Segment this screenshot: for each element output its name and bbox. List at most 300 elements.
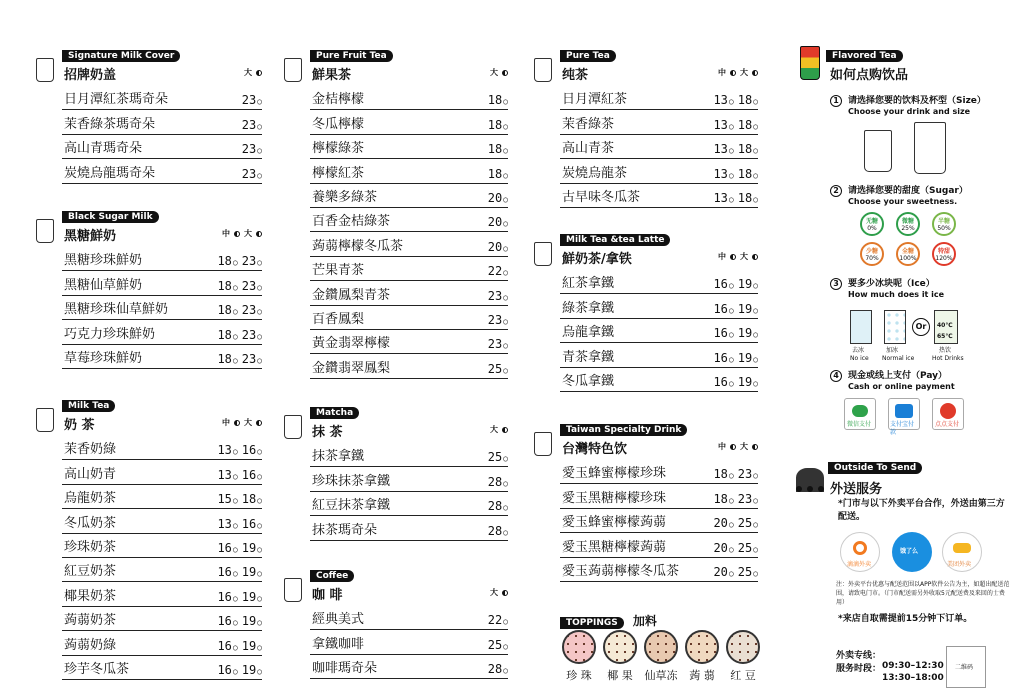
item-prices — [217, 443, 262, 457]
signature-badge: Signature Milk Cover — [62, 50, 180, 62]
item-price: 15 ○ — [217, 492, 237, 506]
menu-item — [310, 655, 508, 679]
item-price: 13 ○ — [713, 118, 733, 132]
matcha-cup-icon — [284, 415, 302, 439]
item-price: 16 ○ — [217, 639, 237, 653]
alipay-icon: 支付宝付款 — [888, 398, 920, 430]
blacksugar-title: 黑糖鮮奶 — [64, 229, 117, 244]
menu-item — [560, 460, 758, 484]
item-name: 黑糖珍珠鮮奶 — [64, 253, 143, 269]
normal-ice-cup-icon — [884, 310, 906, 344]
menu-item — [310, 467, 508, 491]
item-prices — [488, 362, 508, 376]
item-price: 23 ○ — [242, 93, 262, 107]
sugar-name: 半糖 — [937, 218, 950, 225]
pure-tea-section — [560, 50, 758, 208]
item-price: 28 ○ — [488, 499, 508, 513]
half-dot-icon — [752, 444, 758, 450]
item-prices — [217, 303, 262, 317]
item-name: 冬瓜拿鐵 — [562, 373, 615, 389]
item-name: 綠茶拿鐵 — [562, 300, 615, 316]
item-price: 16 ○ — [217, 590, 237, 604]
half-dot-icon — [256, 231, 262, 237]
item-name: 百香鳳梨 — [312, 311, 365, 327]
size-label: 中 — [222, 229, 230, 238]
pickup-note: *来店自取需提前15分钟下订单。 — [838, 614, 973, 624]
topping-label: 蒟 蒻 — [689, 669, 715, 682]
item-price: 13 ○ — [217, 517, 237, 531]
item-prices — [488, 613, 508, 627]
item-prices — [713, 302, 758, 316]
item-name: 炭燒烏龍瑪奇朵 — [64, 165, 156, 181]
item-prices — [217, 328, 262, 342]
menu-item — [560, 509, 758, 533]
item-name: 紅茶拿鐵 — [562, 276, 615, 292]
menu-item — [310, 516, 508, 540]
sugar-name: 微糖 — [901, 218, 914, 225]
ice-en-3: Hot Drinks — [932, 355, 964, 362]
qr-code-box: 二维码 — [946, 646, 986, 688]
rainbow-cup-icon — [800, 46, 820, 80]
matcha-header — [310, 407, 508, 443]
item-name: 茉香綠茶 — [562, 116, 615, 132]
menu-item — [560, 343, 758, 367]
sugar-name: 特甜 — [937, 248, 950, 255]
medium-cup-icon — [864, 130, 892, 172]
item-price: 16 ○ — [217, 614, 237, 628]
wechat-pay-icon: 微信支付 — [844, 398, 876, 430]
item-price: 19 ○ — [242, 565, 262, 579]
item-price: 16 ○ — [713, 302, 733, 316]
menu-item — [62, 296, 262, 320]
half-dot-icon — [752, 70, 758, 76]
item-name: 抹茶拿鐵 — [312, 449, 365, 465]
item-price: 19 ○ — [738, 351, 758, 365]
menu-item — [310, 232, 508, 256]
topping-ball-icon — [562, 630, 596, 664]
fruit-title: 鮮果茶 — [312, 68, 352, 83]
menu-item — [310, 257, 508, 281]
item-price: 18 ○ — [738, 191, 758, 205]
sugar-percent: 100% — [899, 255, 917, 262]
item-price: 18 ○ — [217, 279, 237, 293]
sugar-name: 全糖 — [901, 248, 914, 255]
sugar-level — [860, 212, 884, 236]
menu-item — [62, 159, 262, 183]
toppings-title: 加料 — [632, 614, 657, 628]
item-price: 25 ○ — [488, 450, 508, 464]
signature-size-labels — [244, 67, 262, 78]
item-prices — [242, 167, 262, 181]
latte-title: 鮮奶茶/拿铁 — [562, 252, 632, 267]
half-dot-icon — [752, 254, 758, 260]
item-name: 青茶拿鐵 — [562, 349, 615, 365]
menu-item — [62, 345, 262, 369]
large-cup-icon — [914, 122, 946, 174]
item-price: 25 ○ — [488, 362, 508, 376]
item-price: 19 ○ — [242, 614, 262, 628]
item-prices — [488, 499, 508, 513]
item-prices — [217, 541, 262, 555]
item-price: 28 ○ — [488, 662, 508, 676]
item-prices — [713, 351, 758, 365]
item-price: 23 ○ — [738, 492, 758, 506]
ice-label-2: 加冰 — [886, 347, 899, 354]
item-prices — [242, 142, 262, 156]
item-price: 16 ○ — [217, 541, 237, 555]
step-4-number: 4 — [830, 370, 842, 382]
sugar-level — [932, 242, 956, 266]
item-price: 18 ○ — [488, 167, 508, 181]
menu-item — [560, 159, 758, 183]
pure-tea-cup-icon — [534, 58, 552, 82]
menu-item — [62, 110, 262, 134]
item-name: 檸檬紅茶 — [312, 165, 365, 181]
item-price: 18 ○ — [242, 492, 262, 506]
item-prices — [217, 352, 262, 366]
pure-size-labels — [718, 67, 758, 78]
coffee-title: 咖 啡 — [312, 588, 343, 603]
item-price: 23 ○ — [488, 289, 508, 303]
blacksugar-size-labels — [222, 228, 262, 239]
size-label: 大 — [740, 252, 748, 261]
menu-item — [310, 306, 508, 330]
menu-item — [560, 270, 758, 294]
menu-item — [62, 558, 262, 582]
or-label: Or — [912, 318, 930, 336]
coffee-size-labels — [490, 587, 508, 598]
ice-en-1: No ice — [850, 355, 869, 362]
item-price: 23 ○ — [242, 167, 262, 181]
item-name: 蒟蒻奶茶 — [64, 613, 117, 629]
item-prices — [217, 254, 262, 268]
no-ice-cup-icon — [850, 310, 872, 344]
item-price: 22 ○ — [488, 613, 508, 627]
menu-item — [62, 534, 262, 558]
item-name: 芒果青茶 — [312, 263, 365, 279]
item-price: 20 ○ — [488, 215, 508, 229]
item-price: 16 ○ — [713, 326, 733, 340]
item-price: 16 ○ — [713, 351, 733, 365]
item-name: 蒟蒻奶綠 — [64, 637, 117, 653]
item-price: 18 ○ — [713, 467, 733, 481]
item-price: 25 ○ — [488, 638, 508, 652]
item-price: 18 ○ — [217, 328, 237, 342]
half-dot-icon — [502, 590, 508, 596]
sugar-percent: 70% — [865, 255, 879, 262]
item-price: 16 ○ — [242, 517, 262, 531]
topping-ball-icon — [644, 630, 678, 664]
milktea-title: 奶 茶 — [64, 418, 95, 433]
half-dot-icon — [502, 70, 508, 76]
taiwan-size-labels — [718, 441, 758, 452]
item-prices — [488, 524, 508, 538]
milktea-size-labels — [222, 417, 262, 428]
menu-item — [560, 319, 758, 343]
menu-item — [310, 208, 508, 232]
menu-item — [62, 582, 262, 606]
menu-item — [560, 533, 758, 557]
milk-cover-cup-icon — [36, 58, 54, 82]
temp-high: 40℃ — [937, 322, 953, 329]
item-prices — [488, 93, 508, 107]
item-price: 16 ○ — [713, 375, 733, 389]
topping-ball-icon — [603, 630, 637, 664]
item-price: 23 ○ — [242, 303, 262, 317]
half-dot-icon — [256, 70, 262, 76]
milktea-header — [62, 400, 262, 436]
step-2: 请选择您要的甜度（Sugar） Choose your sweetness. — [848, 186, 968, 206]
menu-item — [560, 484, 758, 508]
menu-item — [560, 368, 758, 392]
menu-item — [310, 492, 508, 516]
menu-item — [560, 184, 758, 208]
sugar-percent: 25% — [901, 225, 915, 232]
item-name: 拿鐵咖啡 — [312, 636, 365, 652]
menu-item — [310, 281, 508, 305]
item-price: 18 ○ — [738, 93, 758, 107]
item-name: 珍芋冬瓜茶 — [64, 661, 130, 677]
item-price: 18 ○ — [488, 93, 508, 107]
item-price: 18 ○ — [738, 118, 758, 132]
item-name: 冬瓜檸檬 — [312, 116, 365, 132]
size-label: 大 — [490, 425, 498, 434]
didi-logo: 滴滴外卖 — [840, 532, 880, 572]
item-name: 黑糖仙草鮮奶 — [64, 277, 143, 293]
item-price: 23 ○ — [488, 313, 508, 327]
coffee-header — [310, 570, 508, 606]
menu-item — [62, 320, 262, 344]
item-price: 13 ○ — [713, 167, 733, 181]
item-prices — [488, 475, 508, 489]
item-prices — [242, 93, 262, 107]
item-price: 18 ○ — [488, 142, 508, 156]
latte-cup-icon — [534, 242, 552, 266]
item-price: 18 ○ — [738, 167, 758, 181]
taiwan-badge: Taiwan Specialty Drink — [560, 424, 687, 436]
latte-header — [560, 234, 758, 270]
item-prices — [242, 118, 262, 132]
item-prices — [713, 167, 758, 181]
menu-item — [310, 606, 508, 630]
item-prices — [488, 240, 508, 254]
item-price: 19 ○ — [242, 590, 262, 604]
item-name: 高山青茶 — [562, 141, 615, 157]
sugar-level — [932, 212, 956, 236]
item-price: 23 ○ — [242, 352, 262, 366]
item-price: 23 ○ — [242, 142, 262, 156]
fruit-tea-section — [310, 50, 508, 379]
coffee-badge: Coffee — [310, 570, 354, 582]
item-name: 愛玉蜂蜜檸檬蒟蒻 — [562, 515, 667, 531]
guide-title: 如何点购饮品 — [830, 68, 909, 83]
item-prices — [488, 264, 508, 278]
menu-item — [62, 460, 262, 484]
sugar-name: 少糖 — [865, 248, 878, 255]
item-price: 18 ○ — [488, 118, 508, 132]
item-price: 28 ○ — [488, 524, 508, 538]
item-name: 珍珠奶茶 — [64, 539, 117, 555]
item-price: 25 ○ — [738, 541, 758, 555]
ice-label-3: 热饮 — [939, 347, 952, 354]
sugar-percent: 120% — [935, 255, 953, 262]
hotline-label: 外卖专线： — [836, 651, 882, 661]
item-name: 經典美式 — [312, 612, 365, 628]
item-name: 椰果奶茶 — [64, 588, 117, 604]
item-prices — [713, 516, 758, 530]
item-name: 烏龍奶茶 — [64, 491, 117, 507]
item-prices — [713, 492, 758, 506]
size-label: 大 — [490, 588, 498, 597]
taiwan-drink-cup-icon — [534, 432, 552, 456]
menu-item — [62, 271, 262, 295]
item-prices — [488, 337, 508, 351]
blacksugar-header — [62, 211, 262, 247]
hours-2: 13:30–18:00 — [882, 673, 944, 683]
sugar-level — [860, 242, 884, 266]
milk-tea-cup-icon — [36, 408, 54, 432]
item-price: 13 ○ — [713, 93, 733, 107]
hours-label: 服务时段： — [836, 664, 882, 674]
item-price: 23 ○ — [242, 118, 262, 132]
item-price: 25 ○ — [738, 516, 758, 530]
item-price: 19 ○ — [738, 326, 758, 340]
half-dot-icon — [256, 420, 262, 426]
item-name: 珍珠抹茶拿鐵 — [312, 473, 391, 489]
black-sugar-cup-icon — [36, 219, 54, 243]
item-price: 19 ○ — [738, 375, 758, 389]
item-name: 草莓珍珠鮮奶 — [64, 350, 143, 366]
signature-title: 招牌奶盖 — [64, 68, 117, 83]
eleme-logo: 饿了么 — [892, 532, 932, 572]
topping-label: 椰 果 — [607, 669, 633, 682]
item-prices — [217, 614, 262, 628]
topping-label: 仙草冻 — [644, 669, 678, 682]
milk-tea-section — [62, 400, 262, 680]
pure-header — [560, 50, 758, 86]
item-name: 百香金桔綠茶 — [312, 214, 391, 230]
menu-item — [310, 184, 508, 208]
item-name: 愛玉黑糖檸檬珍珠 — [562, 490, 667, 506]
item-prices — [217, 639, 262, 653]
item-price: 19 ○ — [242, 639, 262, 653]
item-price: 18 ○ — [217, 303, 237, 317]
item-name: 檸檬綠茶 — [312, 141, 365, 157]
coffee-cup-icon — [284, 578, 302, 602]
item-name: 蒟蒻檸檬冬瓜茶 — [312, 238, 404, 254]
item-price: 23 ○ — [242, 279, 262, 293]
item-price: 16 ○ — [242, 468, 262, 482]
topping-ball-icon — [685, 630, 719, 664]
item-price: 22 ○ — [488, 264, 508, 278]
item-name: 愛玉蜂蜜檸檬珍珠 — [562, 466, 667, 482]
item-price: 18 ○ — [713, 492, 733, 506]
item-prices — [488, 118, 508, 132]
item-name: 烏龍拿鐵 — [562, 325, 615, 341]
item-price: 23 ○ — [738, 467, 758, 481]
item-price: 16 ○ — [713, 277, 733, 291]
item-prices — [217, 492, 262, 506]
latte-badge: Milk Tea &tea Latte — [560, 234, 670, 246]
matcha-section — [310, 407, 508, 541]
item-price: 25 ○ — [738, 565, 758, 579]
item-name: 巧克力珍珠鮮奶 — [64, 326, 156, 342]
topping-label: 珍 珠 — [566, 669, 592, 682]
item-name: 養樂多綠茶 — [312, 189, 378, 205]
item-name: 愛玉黑糖檸檬蒟蒻 — [562, 539, 667, 555]
item-price: 13 ○ — [217, 468, 237, 482]
delivery-notes: 注：外卖平台优惠与配送范围以APP软件公告为主，如超出配送范围，请致电门市。（门市配送需另外收取5元配送费及来回的士费用） — [836, 581, 1010, 606]
signature-section — [62, 50, 262, 184]
toppings-badge: TOPPINGS — [560, 617, 624, 629]
size-label: 中 — [718, 68, 726, 77]
item-prices — [488, 638, 508, 652]
meituan-logo: 美团外卖 — [942, 532, 982, 572]
topping-label: 红 豆 — [730, 669, 756, 682]
menu-item — [62, 607, 262, 631]
taiwan-header — [560, 424, 758, 460]
item-prices — [713, 191, 758, 205]
item-price: 20 ○ — [713, 541, 733, 555]
sugar-percent: 0% — [867, 225, 877, 232]
half-dot-icon — [730, 254, 736, 260]
black-sugar-section — [62, 211, 262, 369]
item-price: 13 ○ — [713, 142, 733, 156]
item-price: 19 ○ — [738, 302, 758, 316]
menu-item — [62, 135, 262, 159]
fruit-tea-cup-icon — [284, 58, 302, 82]
signature-header — [62, 50, 262, 86]
item-price: 20 ○ — [713, 516, 733, 530]
size-label: 中 — [718, 442, 726, 451]
toppings-section — [560, 610, 760, 682]
item-prices — [713, 118, 758, 132]
item-prices — [217, 279, 262, 293]
item-name: 金鑽鳳梨青茶 — [312, 287, 391, 303]
item-name: 紅豆奶茶 — [64, 564, 117, 580]
size-label: 大 — [244, 68, 252, 77]
menu-item — [62, 485, 262, 509]
matcha-title: 抹 茶 — [312, 425, 343, 440]
milktea-badge: Milk Tea — [62, 400, 115, 412]
item-name: 咖啡瑪奇朵 — [312, 661, 378, 677]
menu-item — [62, 509, 262, 533]
step-2-number: 2 — [830, 185, 842, 197]
delivery-title: 外送服务 — [830, 482, 883, 497]
item-price: 16 ○ — [242, 443, 262, 457]
size-label: 中 — [718, 252, 726, 261]
item-name: 紅豆抹茶拿鐵 — [312, 498, 391, 514]
item-prices — [217, 565, 262, 579]
item-prices — [713, 565, 758, 579]
item-prices — [217, 590, 262, 604]
guide-badge: Flavored Tea — [826, 50, 903, 62]
item-prices — [217, 663, 262, 677]
sugar-level — [896, 212, 920, 236]
menu-item — [62, 631, 262, 655]
item-price: 13 ○ — [713, 191, 733, 205]
menu-item — [560, 135, 758, 159]
item-name: 高山青瑪奇朵 — [64, 141, 143, 157]
item-name: 黑糖珍珠仙草鮮奶 — [64, 302, 169, 318]
dian-pay-icon: 点点支付 — [932, 398, 964, 430]
menu-item — [310, 443, 508, 467]
sugar-percent: 50% — [937, 225, 951, 232]
ice-label-1: 去冰 — [852, 347, 865, 354]
item-price: 18 ○ — [217, 352, 237, 366]
pure-title: 纯茶 — [562, 68, 589, 83]
item-prices — [488, 313, 508, 327]
